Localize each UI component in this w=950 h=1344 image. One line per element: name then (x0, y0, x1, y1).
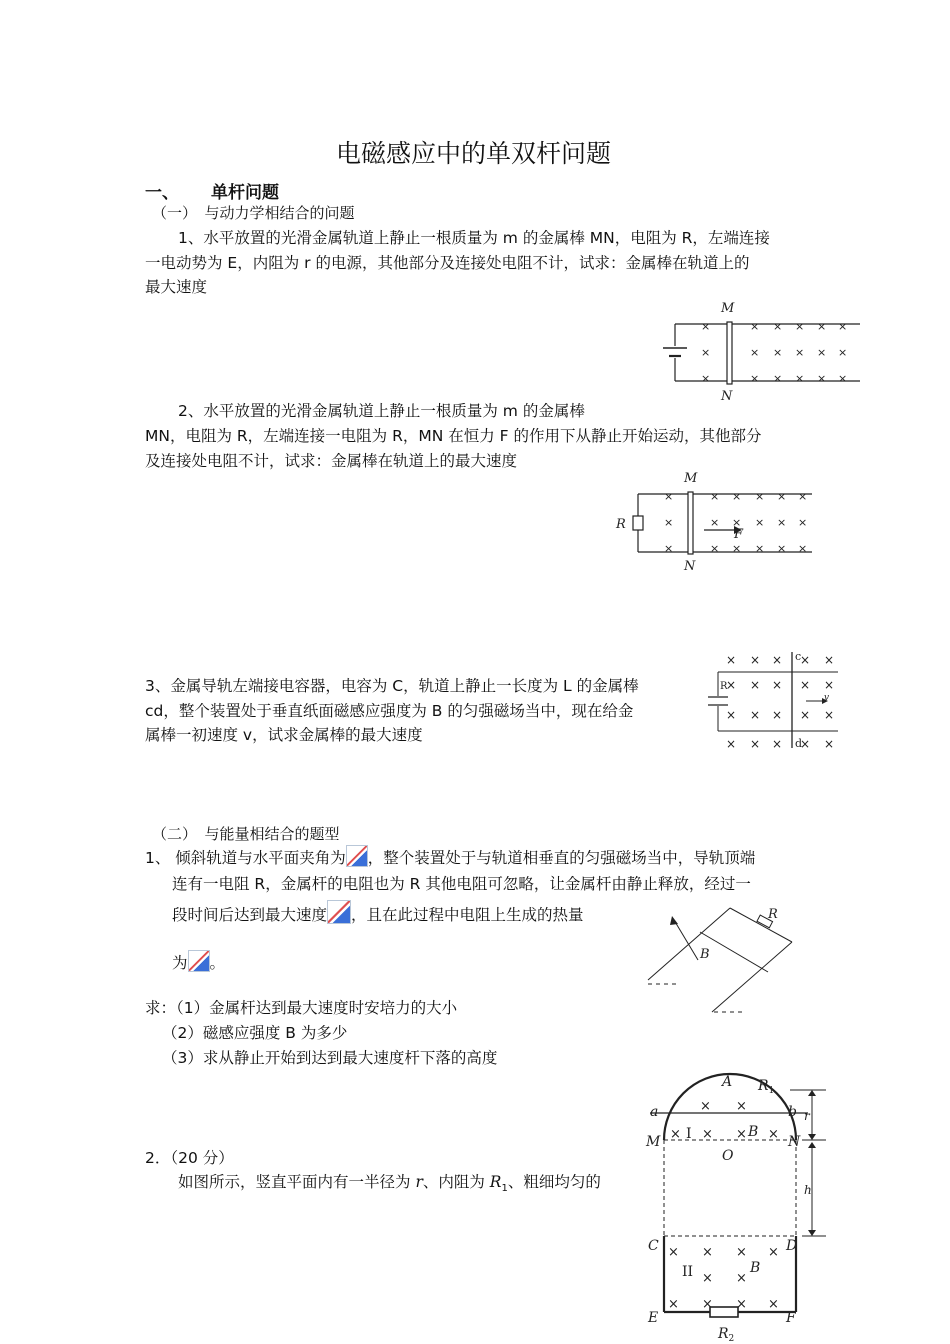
q4-R1: R (489, 1173, 502, 1191)
svg-text:×: × (798, 542, 808, 555)
velocity-formula-image (327, 900, 351, 924)
label-b: b (788, 1104, 797, 1120)
svg-text:×: × (755, 516, 765, 529)
svg-text:×: × (710, 542, 720, 555)
ask-2: （2）磁感应强度 B 为多少 (162, 1024, 348, 1042)
q3-line3: 属棒一初速度 v，试求金属棒的最大速度 (145, 726, 423, 744)
svg-text:×: × (838, 320, 848, 333)
svg-text:×: × (710, 490, 720, 503)
svg-text:×: × (824, 708, 835, 722)
svg-text:×: × (750, 372, 760, 385)
subsection-heading: （一） 与动力学相结合的问题 (152, 204, 355, 222)
q3-line2: cd，整个装置处于垂直纸面磁感应强度为 B 的匀强磁场当中，现在给金 (145, 702, 634, 720)
svg-text:×: × (800, 708, 811, 722)
svg-text:×: × (736, 1099, 747, 1114)
section-number: 一、 (145, 183, 179, 203)
heat-formula-image (188, 950, 210, 972)
label-N: N (721, 389, 733, 404)
label-M: M (684, 471, 698, 486)
section-heading: 单杆问题 (211, 183, 279, 203)
e1-line3b: ，且在此过程中电阻上生成的热量 (351, 906, 584, 924)
label-r: r (804, 1109, 810, 1123)
svg-text:×: × (702, 1271, 713, 1286)
q4-line1b: 、内阻为 (422, 1173, 490, 1191)
svg-text:×: × (726, 653, 737, 667)
svg-text:×: × (772, 653, 783, 667)
svg-text:×: × (817, 320, 827, 333)
e1-line4 (172, 950, 225, 976)
label-R2: $R_2$ (718, 1326, 735, 1344)
svg-text:×: × (838, 372, 848, 385)
q1-line2: 一电动势为 E，内阻为 r 的电源，其他部分及连接处电阻不计，试求：金属棒在轨道上的 (145, 254, 750, 272)
theta-formula-image (346, 845, 368, 867)
subsection-heading-2: （二） 与能量相结合的题型 (152, 825, 340, 843)
figure-incline-rail (640, 900, 805, 1018)
figure-capacitor-rail (706, 648, 846, 754)
page-title: 电磁感应中的单双杆问题 (336, 139, 612, 168)
label-II: II (682, 1264, 694, 1280)
svg-text:×: × (800, 737, 811, 751)
svg-text:×: × (750, 346, 760, 359)
label-c: c (795, 650, 802, 663)
svg-text:×: × (710, 516, 720, 529)
label-R: R (720, 681, 728, 692)
svg-text:×: × (750, 320, 760, 333)
ask-1: 求：（1）金属杆达到最大速度时安培力的大小 (145, 999, 458, 1017)
label-h: h (804, 1183, 812, 1197)
label-d: d (795, 737, 803, 750)
svg-text:×: × (701, 372, 711, 385)
label-a: a (650, 1104, 659, 1120)
label-B2: B (750, 1260, 761, 1276)
svg-text:×: × (670, 1127, 681, 1142)
label-R: R (768, 907, 778, 922)
e1-line1b: ，整个装置处于与轨道相垂直的匀强磁场当中，导轨顶端 (367, 849, 756, 867)
svg-text:×: × (726, 708, 737, 722)
svg-text:×: × (772, 708, 783, 722)
label-N: N (788, 1134, 801, 1150)
svg-text:×: × (750, 678, 761, 692)
svg-text:×: × (824, 653, 835, 667)
label-N: N (684, 559, 696, 574)
svg-text:×: × (768, 1127, 779, 1142)
svg-text:×: × (732, 516, 742, 529)
svg-text:×: × (773, 372, 783, 385)
svg-text:×: × (732, 490, 742, 503)
svg-text:×: × (750, 708, 761, 722)
svg-text:×: × (798, 490, 808, 503)
svg-text:×: × (795, 320, 805, 333)
svg-text:×: × (795, 346, 805, 359)
ask-3: （3）求从静止开始到达到最大速度杆下落的高度 (162, 1049, 498, 1067)
svg-text:×: × (701, 346, 711, 359)
svg-text:×: × (755, 542, 765, 555)
svg-text:×: × (701, 320, 711, 333)
q4-line1c: 、粗细均匀的 (507, 1173, 601, 1191)
e1-line4b: 。 (209, 954, 226, 972)
svg-text:×: × (726, 678, 737, 692)
label-M: M (721, 301, 735, 316)
label-R1: $R_1$ (758, 1078, 775, 1096)
svg-text:×: × (736, 1297, 747, 1312)
label-R: R (616, 517, 626, 532)
q1-line3: 最大速度 (145, 278, 208, 296)
label-C: C (648, 1238, 659, 1254)
svg-text:×: × (736, 1245, 747, 1260)
svg-text:×: × (702, 1245, 713, 1260)
svg-text:×: × (732, 542, 742, 555)
svg-text:×: × (772, 737, 783, 751)
label-I: I (686, 1126, 692, 1142)
svg-text:×: × (664, 490, 674, 503)
svg-text:×: × (838, 346, 848, 359)
svg-text:×: × (668, 1297, 679, 1312)
label-v: v (824, 693, 830, 703)
q1-line1: 1、水平放置的光滑金属轨道上静止一根质量为 m 的金属棒 MN，电阻为 R，左端连接 (178, 229, 770, 247)
q4-R1-sub: 1 (501, 1183, 508, 1195)
svg-text:×: × (773, 320, 783, 333)
e1-line1a: 1、 倾斜轨道与水平面夹角为 (145, 849, 346, 867)
svg-text:×: × (773, 346, 783, 359)
e1-line3 (172, 900, 584, 928)
svg-text:×: × (777, 490, 787, 503)
q4-r: r (415, 1173, 423, 1191)
q4-head: 2．（20 分） (145, 1149, 234, 1167)
e1-line1 (145, 845, 755, 871)
label-D: D (786, 1238, 798, 1254)
svg-text:×: × (768, 1297, 779, 1312)
svg-text:×: × (750, 737, 761, 751)
q4-line1a: 如图所示，竖直平面内有一半径为 (178, 1173, 416, 1191)
svg-text:×: × (664, 542, 674, 555)
svg-text:×: × (702, 1297, 713, 1312)
q2-line1: 2、水平放置的光滑金属轨道上静止一根质量为 m 的金属棒 (178, 402, 585, 420)
svg-text:×: × (726, 737, 737, 751)
svg-text:×: × (824, 737, 835, 751)
svg-text:×: × (700, 1099, 711, 1114)
q2-line2: MN，电阻为 R，左端连接一电阻为 R，MN 在恒力 F 的作用下从静止开始运动，其他部分 (145, 427, 762, 445)
e1-line4a: 为 (172, 954, 188, 972)
label-E: E (648, 1310, 659, 1326)
label-O: O (722, 1148, 734, 1164)
svg-text:×: × (795, 372, 805, 385)
q3-line1: 3、金属导轨左端接电容器，电容为 C，轨道上静止一长度为 L 的金属棒 (145, 677, 639, 695)
figure-rail-battery (655, 298, 867, 404)
e1-line3a: 段时间后达到最大速度 (172, 906, 328, 924)
svg-text:×: × (800, 678, 811, 692)
svg-text:×: × (750, 653, 761, 667)
svg-text:×: × (824, 678, 835, 692)
label-A: A (722, 1074, 733, 1090)
label-F: F (734, 527, 744, 542)
svg-text:×: × (736, 1127, 747, 1142)
svg-text:×: × (798, 516, 808, 529)
svg-text:×: × (817, 346, 827, 359)
svg-text:×: × (668, 1245, 679, 1260)
svg-text:×: × (777, 516, 787, 529)
svg-text:×: × (777, 542, 787, 555)
svg-text:×: × (772, 678, 783, 692)
label-F: F (786, 1310, 796, 1326)
svg-text:×: × (817, 372, 827, 385)
label-B: B (700, 947, 710, 962)
figure-rail-resistor-force (612, 468, 818, 576)
svg-text:×: × (664, 516, 674, 529)
svg-text:×: × (768, 1245, 779, 1260)
svg-text:×: × (736, 1271, 747, 1286)
label-M: M (646, 1134, 661, 1150)
svg-text:×: × (702, 1127, 713, 1142)
q4-line1 (178, 1169, 601, 1202)
svg-text:×: × (755, 490, 765, 503)
q2-line3: 及连接处电阻不计，试求：金属棒在轨道上的最大速度 (145, 452, 518, 470)
label-B1: B (748, 1124, 759, 1140)
figure-semicircle-loop (640, 1068, 840, 1344)
svg-text:×: × (800, 653, 811, 667)
e1-line2: 连有一电阻 R，金属杆的电阻也为 R 其他电阻可忽略，让金属杆由静止释放，经过一 (172, 875, 751, 893)
